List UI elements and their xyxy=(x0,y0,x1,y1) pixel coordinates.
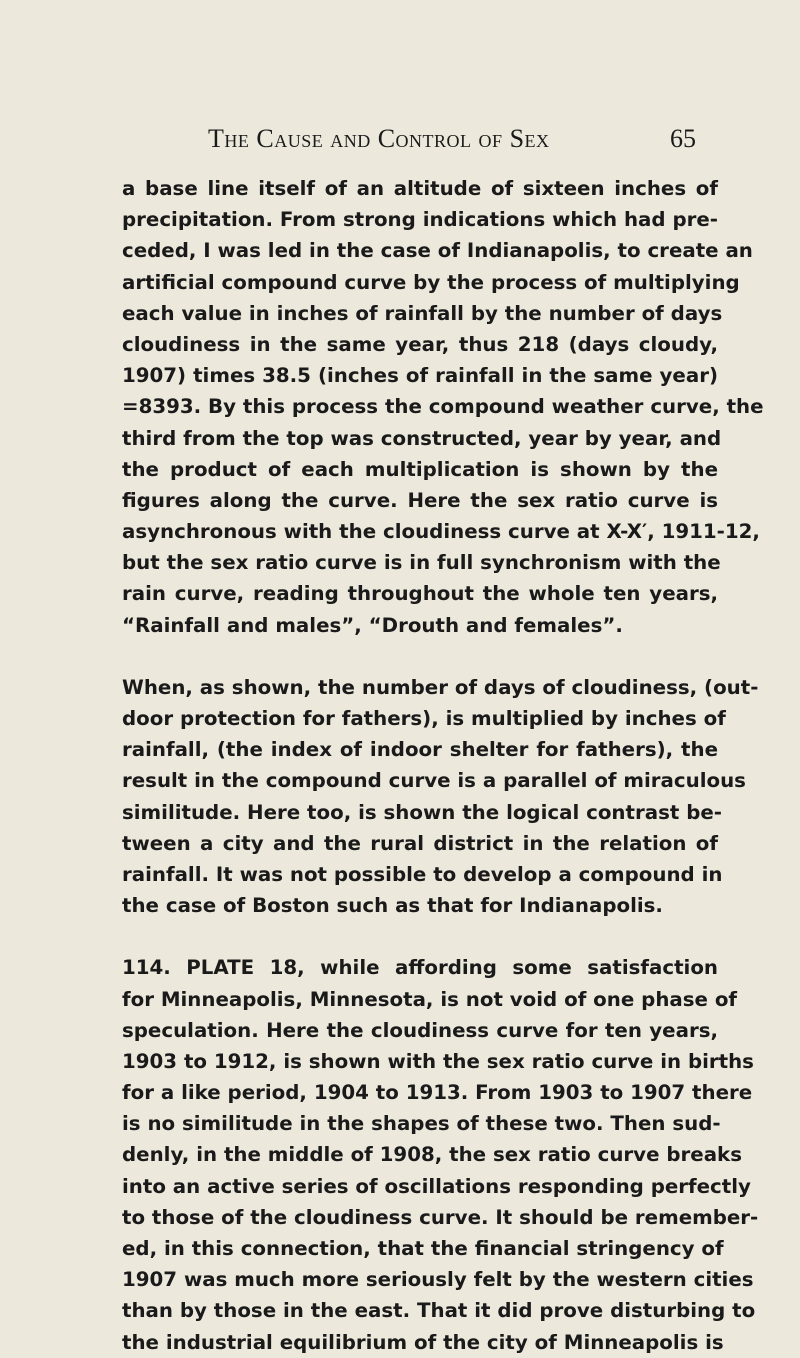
text-line: similitude. Here too, is shown the logical contrast be- xyxy=(122,800,722,824)
text-line: 1907 was much more seriously felt by the western cities xyxy=(122,1268,754,1292)
page-number: 65 xyxy=(670,124,696,153)
text-line: the case of Boston such as that for Indianapolis. xyxy=(122,894,663,918)
text-line: but the sex ratio curve is in full synchronism with the xyxy=(122,551,721,575)
running-title: The Cause and Control of Sex xyxy=(208,124,550,153)
paragraph-1 xyxy=(122,173,764,641)
text-line: ceded, I was led in the case of Indianapolis, to create an xyxy=(122,239,753,263)
text-line: each value in inches of rainfall by the number of days xyxy=(122,301,723,325)
text-line: for a like period, 1904 to 1913. From 1903 to 1907 there xyxy=(122,1081,753,1105)
paragraph-gap xyxy=(122,641,718,672)
text-line: rainfall, (the index of indoor shelter for fathers), the xyxy=(122,738,718,762)
text-line: tween a city and the rural district in the relation of xyxy=(122,831,718,855)
text-line: is no similitude in the shapes of these two. Then sud- xyxy=(122,1112,721,1136)
text-line: 1907) times 38.5 (inches of rainfall in the same year) xyxy=(122,364,718,388)
text-line: than by those in the east. That it did prove disturbing to xyxy=(122,1299,756,1323)
text-line: a base line itself of an altitude of sixteen inches of xyxy=(122,177,718,200)
text-line: rain curve, reading throughout the whole ten years, xyxy=(122,582,718,606)
text-line: ed, in this connection, that the financial stringency of xyxy=(122,1237,724,1260)
text-line: the product of each multiplication is shown by the xyxy=(122,457,718,481)
paragraph-2 xyxy=(122,672,759,922)
text-line: 114. PLATE 18, while affording some satisfaction xyxy=(122,956,718,980)
text-line: figures along the curve. Here the sex ratio curve is xyxy=(122,488,718,512)
running-head xyxy=(122,124,718,160)
text-line: rainfall. It was not possible to develop a compound in xyxy=(122,862,723,886)
text-line: 1903 to 1912, is shown with the sex ratio curve in births xyxy=(122,1049,754,1073)
text-line: door protection for fathers), is multiplied by inches of xyxy=(122,707,726,730)
text-line: cloudiness in the same year, thus 218 (days cloudy, xyxy=(122,332,718,356)
text-line: to those of the cloudiness curve. It should be remember- xyxy=(122,1205,759,1229)
text-line: the industrial equilibrium of the city of Minneapolis is xyxy=(122,1330,724,1354)
text-line: asynchronous with the cloudiness curve at X-X′, 1911-12, xyxy=(122,520,760,544)
text-line: “Rainfall and males”, “Drouth and females”. xyxy=(122,613,623,637)
text-line: precipitation. From strong indications which had pre- xyxy=(122,208,718,232)
paragraph-gap xyxy=(122,921,718,952)
text-line: third from the top was constructed, year by year, and xyxy=(122,426,722,450)
body-text xyxy=(122,173,764,1358)
text-line: When, as shown, the number of days of cloudiness, (out- xyxy=(122,675,759,699)
text-line: artificial compound curve by the process of multiplying xyxy=(122,270,740,294)
text-line: into an active series of oscillations responding perfectly xyxy=(122,1174,751,1198)
text-line: result in the compound curve is a parallel of miraculous xyxy=(122,769,746,793)
text-line: =8393. By this process the compound weather curve, the xyxy=(122,395,764,419)
text-line: denly, in the middle of 1908, the sex ratio curve breaks xyxy=(122,1143,742,1167)
text-line: for Minneapolis, Minnesota, is not void of one phase of xyxy=(122,987,738,1011)
paragraph-3 xyxy=(122,952,759,1357)
text-line: speculation. Here the cloudiness curve for ten years, xyxy=(122,1018,718,1042)
